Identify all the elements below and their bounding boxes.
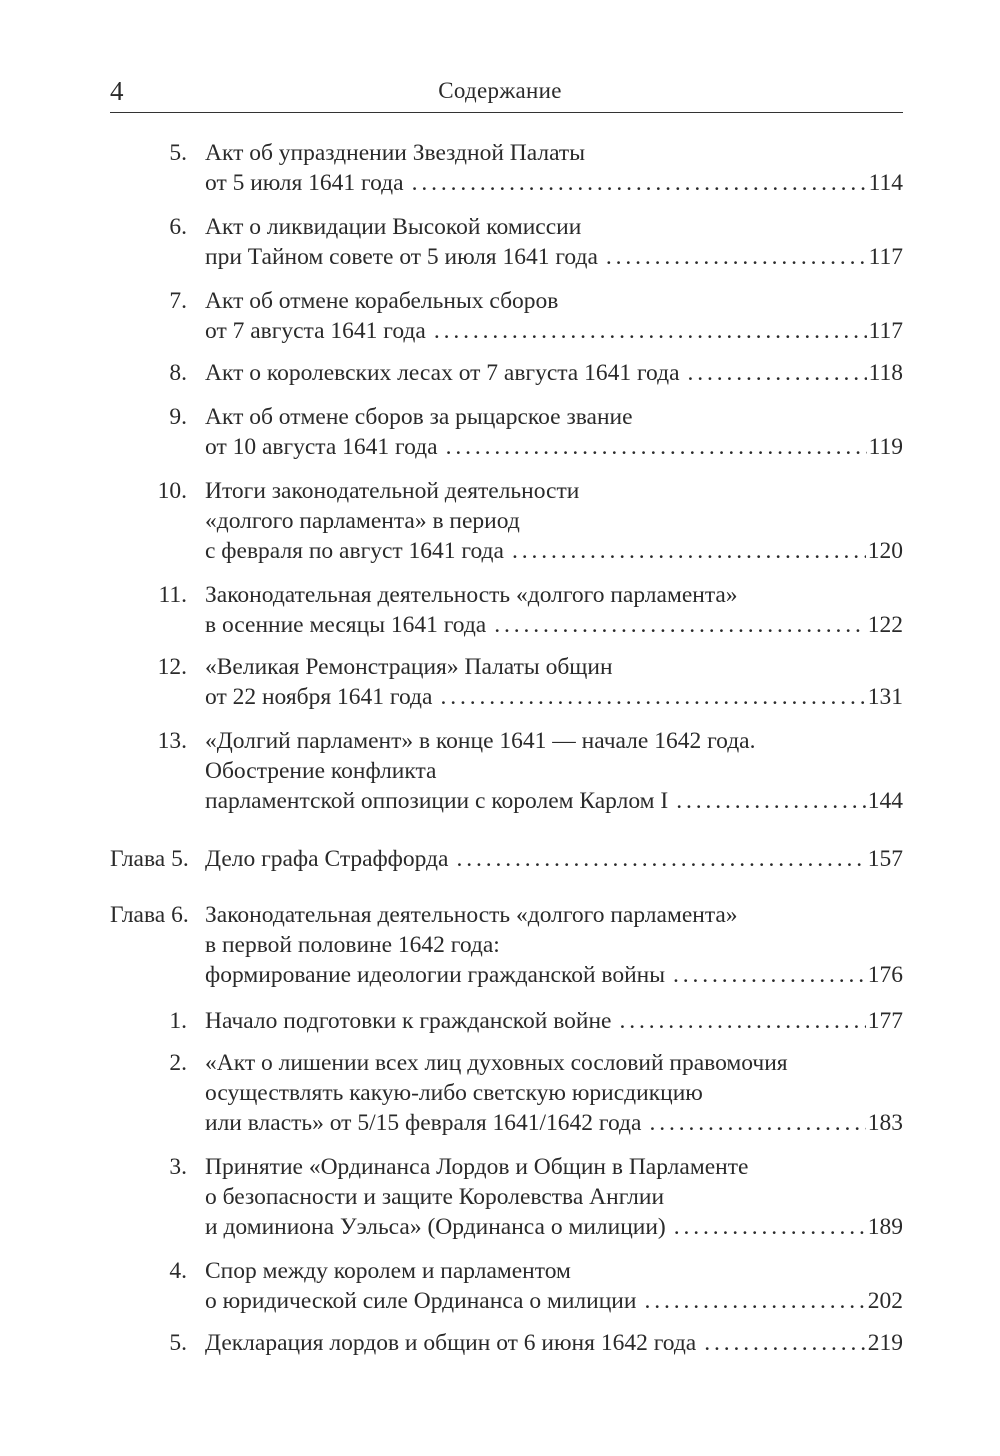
entry-title-line: Начало подготовки к гражданской войне <box>205 1008 612 1034</box>
dot-leader <box>412 168 867 198</box>
dot-leader <box>649 1108 865 1138</box>
entry-number: 5. <box>169 1330 187 1356</box>
dot-leader <box>674 1212 866 1242</box>
entry-title-line: и доминиона Уэльса» (Ординанса о милиции) <box>205 1214 666 1240</box>
entry-number: 7. <box>169 288 187 314</box>
entry-page-number: 189 <box>867 1214 903 1240</box>
entry-title-line: «Долгий парламент» в конце 1641 — начале 1642 года. <box>205 728 756 754</box>
entry-number: 9. <box>169 404 187 430</box>
entry-page-number: 119 <box>868 434 903 460</box>
dot-leader <box>456 844 865 874</box>
entry-title-line: Законодательная деятельность «долгого парламента» <box>205 902 738 928</box>
entry-title-line: Акт об отмене корабельных сборов <box>205 288 559 314</box>
toc-entry <box>110 1256 903 1316</box>
entry-title-line: Спор между королем и парламентом <box>205 1258 571 1284</box>
entry-number: 5. <box>169 140 187 166</box>
entry-title-line: от 10 августа 1641 года <box>205 434 438 460</box>
toc-entry <box>110 212 903 272</box>
entry-page-number: 120 <box>867 538 903 564</box>
entry-number: 8. <box>169 360 187 386</box>
entry-number: 3. <box>169 1154 187 1180</box>
entry-number: Глава 6. <box>110 902 189 928</box>
page-number: 4 <box>110 76 124 106</box>
entry-title-line: Акт об отмене сборов за рыцарское звание <box>205 404 633 430</box>
entry-page-number: 117 <box>868 244 903 270</box>
toc-entry <box>110 286 903 346</box>
entry-number: 1. <box>169 1008 187 1034</box>
toc-entry <box>110 358 903 388</box>
dot-leader <box>434 316 867 346</box>
entry-title-line: от 5 июля 1641 года <box>205 170 404 196</box>
entry-title-line: формирование идеологии гражданской войны <box>205 962 666 988</box>
entry-page-number: 219 <box>867 1330 903 1356</box>
entry-page-number: 117 <box>868 318 903 344</box>
toc-chapter-entry <box>110 844 903 874</box>
dot-leader <box>644 1286 865 1316</box>
entry-page-number: 157 <box>867 846 903 872</box>
entry-title-line: о юридической силе Ординанса о милиции <box>205 1288 637 1314</box>
dot-leader <box>494 610 866 640</box>
entry-page-number: 114 <box>868 170 903 196</box>
toc-entry <box>110 1328 903 1358</box>
entry-page-number: 183 <box>867 1110 903 1136</box>
dot-leader <box>512 536 866 566</box>
entry-title-line: в осенние месяцы 1641 года <box>205 612 487 638</box>
entry-title-line: Дело графа Страффорда <box>205 846 449 872</box>
entry-number: Глава 5. <box>110 846 189 872</box>
entry-title-line: Акт о королевских лесах от 7 августа 1641 года <box>205 360 680 386</box>
toc-entry <box>110 1048 903 1138</box>
entry-title-line: Декларация лордов и общин от 6 июня 1642 года <box>205 1330 697 1356</box>
dot-leader <box>676 786 866 816</box>
running-title: Содержание <box>438 78 562 103</box>
toc-entry <box>110 138 903 198</box>
dot-leader <box>688 358 867 388</box>
toc-entry <box>110 652 903 712</box>
dot-leader <box>606 242 867 272</box>
toc-chapter-entry <box>110 900 903 990</box>
toc-entry <box>110 402 903 462</box>
entry-number: 10. <box>157 478 187 504</box>
entry-number: 6. <box>169 214 187 240</box>
entry-title-line: осуществлять какую-либо светскую юрисдикцию <box>205 1080 703 1106</box>
dot-leader <box>446 432 867 462</box>
entry-page-number: 202 <box>867 1288 903 1314</box>
header-rule <box>110 112 903 113</box>
entry-title-line: Акт о ликвидации Высокой комиссии <box>205 214 582 240</box>
entry-title-line: в первой половине 1642 года: <box>205 932 500 958</box>
entry-title-line: «Акт о лишении всех лиц духовных сословий правомочия <box>205 1050 788 1076</box>
entry-page-number: 176 <box>867 962 903 988</box>
entry-number: 11. <box>158 582 187 608</box>
entry-title-line: Законодательная деятельность «долгого парламента» <box>205 582 738 608</box>
toc-entry <box>110 1006 903 1036</box>
entry-title-line: Итоги законодательной деятельности <box>205 478 580 504</box>
entry-number: 12. <box>157 654 187 680</box>
toc-entry <box>110 1152 903 1242</box>
entry-title-line: Обострение конфликта <box>205 758 437 784</box>
toc-entry <box>110 726 903 816</box>
toc-entry <box>110 580 903 640</box>
entry-number: 2. <box>169 1050 187 1076</box>
entry-page-number: 144 <box>867 788 903 814</box>
entry-title-line: при Тайном совете от 5 июля 1641 года <box>205 244 598 270</box>
entry-title-line: Акт об упразднении Звездной Палаты <box>205 140 585 166</box>
dot-leader <box>440 682 865 712</box>
entry-title-line: Принятие «Ординанса Лордов и Общин в Парламенте <box>205 1154 749 1180</box>
entry-number: 4. <box>169 1258 187 1284</box>
entry-title-line: или власть» от 5/15 февраля 1641/1642 года <box>205 1110 642 1136</box>
dot-leader <box>619 1006 865 1036</box>
entry-title-line: с февраля по август 1641 года <box>205 538 504 564</box>
dot-leader <box>673 960 866 990</box>
entry-page-number: 177 <box>867 1008 903 1034</box>
entry-page-number: 131 <box>867 684 903 710</box>
entry-title-line: «Великая Ремонстрация» Палаты общин <box>205 654 613 680</box>
entry-title-line: о безопасности и защите Королевства Англии <box>205 1184 665 1210</box>
entry-title-line: «долгого парламента» в период <box>205 508 520 534</box>
toc-entry <box>110 476 903 566</box>
entry-title-line: парламентской оппозиции с королем Карлом I <box>205 788 669 814</box>
entry-title-line: от 7 августа 1641 года <box>205 318 426 344</box>
entry-title-line: от 22 ноября 1641 года <box>205 684 433 710</box>
entry-number: 13. <box>157 728 187 754</box>
dot-leader <box>704 1328 866 1358</box>
entry-page-number: 122 <box>867 612 903 638</box>
entry-page-number: 118 <box>868 360 903 386</box>
